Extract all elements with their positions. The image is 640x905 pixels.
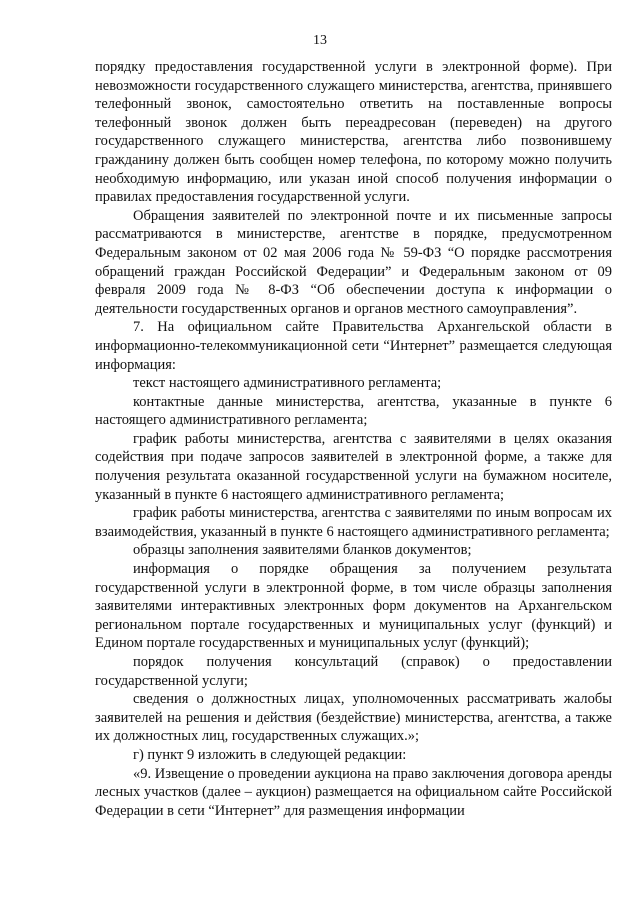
paragraph: Обращения заявителей по электронной почте и их письменные запросы рассматриваются в министерстве, агентстве в порядке, предусмотренном Федеральным законом от 02 мая 2006 года № 59-ФЗ “О порядке рассмотрения обращений граждан Российской Федерации” и Федеральным законом от 09 февраля 2009 года № 8-ФЗ “Об обеспечении доступа к информации о деятельности государственных органов и органов местного самоуправления”. — [95, 207, 612, 317]
paragraph: информация о порядке обращения за получением результата государственной услуги в электронной форме, в том числе образцы заполнения заявителями интерактивных электронных форм документов на Архангельском региональном портале государственных и муниципальных услуг (функций) и Едином портале государственных и муниципальных услуг (функций); — [95, 561, 612, 652]
document-body — [95, 58, 612, 820]
paragraph: г) пункт 9 изложить в следующей редакции: — [133, 746, 407, 763]
paragraph: график работы министерства, агентства с заявителями по иным вопросам их взаимодействия, указанный в пункте 6 настоящего административного регламента; — [95, 505, 612, 540]
paragraph: образцы заполнения заявителями бланков документов; — [133, 542, 472, 559]
paragraph: порядок получения консультаций (справок) о предоставлении государственной услуги; — [95, 654, 612, 689]
paragraph: 7. На официальном сайте Правительства Архангельской области в информационно-телекоммуникационной сети “Интернет” размещается следующая информация: — [95, 319, 612, 373]
paragraph: «9. Извещение о проведении аукциона на право заключения договора аренды лесных участков (далее – аукцион) размещается на официальном сайте Российской Федерации в сети “Интернет” для размещения информации — [95, 765, 612, 819]
paragraph: порядку предоставления государственной услуги в электронной форме). При невозможности государственного служащего министерства, агентства, принявшего телефонный звонок, самостоятельно ответить на поставленные вопросы телефонный звонок должен быть переадресован (переведен) на другого государственного служащего министерства, агентства либо позвонившему гражданину должен быть сообщен номер телефона, по которому можно получить необходимую информацию, или указан иной способ получения информации о правилах предоставления государственной услуги. — [95, 59, 612, 206]
paragraph: текст настоящего административного регламента; — [133, 375, 442, 392]
paragraph: сведения о должностных лицах, уполномоченных рассматривать жалобы заявителей на решения и действия (бездействие) министерства, агентства, а также их должностных лиц, государственных служащих.»; — [95, 691, 612, 745]
paragraph: контактные данные министерства, агентства, указанные в пункте 6 настоящего административного регламента; — [95, 393, 612, 429]
paragraph: график работы министерства, агентства с заявителями в целях оказания содействия при подаче запросов заявителей в электронной форме, а также для получения результата оказанной государственной услуги на бумажном носителе, указанный в пункте 6 настоящего административного регламента; — [95, 430, 612, 503]
page-number: 13 — [313, 33, 327, 48]
